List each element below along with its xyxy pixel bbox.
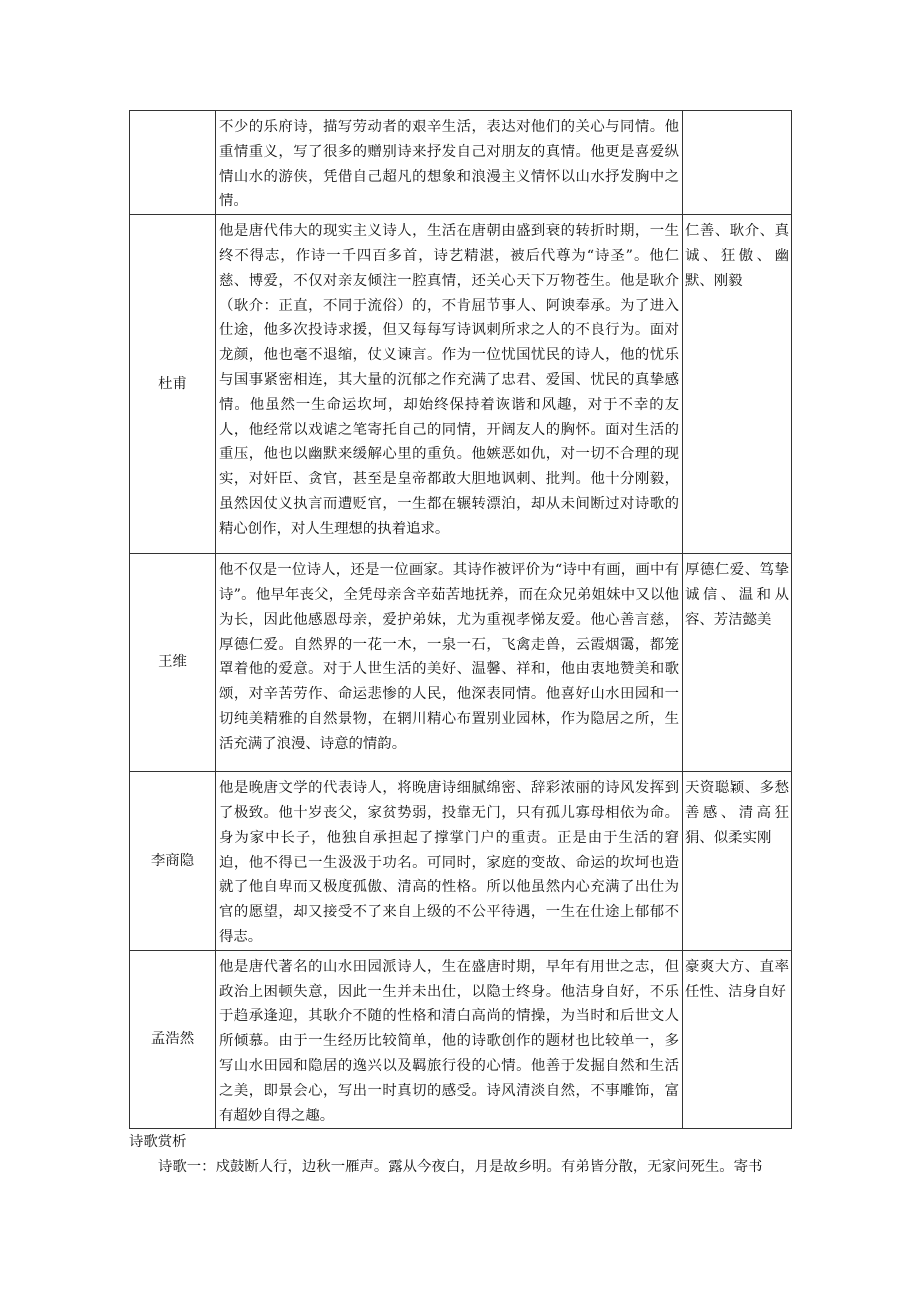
table-row [130,554,792,772]
poet-traits-cell: 豪爽大方、直率任性、洁身自好 [683,950,792,1129]
table-row [130,111,792,215]
table-row [130,772,792,951]
poet-table [129,110,792,1129]
table-row [130,215,792,554]
poet-traits-cell: 仁善、耿介、真诚、狂傲、幽默、刚毅 [683,215,792,554]
poet-description-cell: 他不仅是一位诗人，还是一位画家。其诗作被评价为“诗中有画，画中有诗”。他早年丧父，全凭母亲含辛茹苦地抚养，而在众兄弟姐妹中又以他为长，因此他感恩母亲，爱护弟妹，尤为重视孝悌友爱。他心善言慈，厚德仁爱。自然界的一花一木，一泉一石，飞禽走兽，云霞烟霭，都笼罩着他的爱意。对于人世生活的美好、温馨、祥和，他由衷地赞美和歌颂，对辛苦劳作、命运悲惨的人民，他深表同情。他喜好山水田园和一切纯美精雅的自然景物，在辋川精心布置别业园林，作为隐居之所，生活充满了浪漫、诗意的情韵。 [216,554,683,772]
poet-name-cell: 王维 [130,554,216,772]
poet-name-cell [130,111,216,215]
poet-name-cell: 杜甫 [130,215,216,554]
poet-traits-cell: 天资聪颖、多愁善感、清高狂狷、似柔实刚 [683,772,792,951]
poet-traits-cell: 厚德仁爱、笃挚诚信、温和从容、芳洁懿美 [683,554,792,772]
poet-traits-cell [683,111,792,215]
poet-name-cell: 孟浩然 [130,950,216,1129]
poet-name-cell: 李商隐 [130,772,216,951]
poet-description-cell: 不少的乐府诗，描写劳动者的艰辛生活，表达对他们的关心与同情。他重情重义，写了很多的赠别诗来抒发自己对朋友的真情。他更是喜爱纵情山水的游侠，凭借自己超凡的想象和浪漫主义情怀以山水抒发胸中之情。 [216,111,683,215]
poet-description-cell: 他是唐代伟大的现实主义诗人，生活在唐朝由盛到衰的转折时期，一生终不得志，作诗一千四百多首，诗艺精湛，被后代尊为“诗圣”。他仁慈、博爱，不仅对亲友倾注一腔真情，还关心天下万物苍生。他是耿介（耿介：正直，不同于流俗）的，不肯屈节事人、阿谀奉承。为了进入仕途，他多次投诗求援，但又每每写诗讽刺所求之人的不良行为。面对龙颜，他也毫不退缩，仗义谏言。作为一位忧国忧民的诗人，他的忧乐与国事紧密相连，其大量的沉郁之作充满了忠君、爱国、忧民的真挚感情。他虽然一生命运坎坷，却始终保持着诙谐和风趣，对于不幸的友人，他经常以戏谑之笔寄托自己的同情，开阔友人的胸怀。面对生活的重压，他也以幽默来缓解心里的重负。他嫉恶如仇，对一切不合理的现实，对奸臣、贪官，甚至是皇帝都敢大胆地讽刺、批判。他十分刚毅，虽然因仗义执言而遭贬官，一生都在辗转漂泊，却从未间断过对诗歌的精心创作，对人生理想的执着追求。 [216,215,683,554]
section-heading: 诗歌赏析 [129,1134,187,1150]
poet-description-cell: 他是晚唐文学的代表诗人，将晚唐诗细腻绵密、辞彩浓丽的诗风发挥到了极致。他十岁丧父，家贫势弱，投靠无门，只有孤儿寡母相依为命。身为家中长子，他独自承担起了撑掌门户的重责。正是由于生活的窘迫，他不得已一生汲汲于功名。可同时，家庭的变故、命运的坎坷也造就了他自卑而又极度孤傲、清高的性格。所以他虽然内心充满了出仕为官的愿望，却又接受不了来自上级的不公平待遇，一生在仕途上郁郁不得志。 [216,772,683,951]
poem-line: 诗歌一：戍鼓断人行，边秋一雁声。露从今夜白，月是故乡明。有弟皆分散，无家问死生。寄书 [158,1159,763,1175]
table-row [130,950,792,1129]
poet-description-cell: 他是唐代著名的山水田园派诗人，生在盛唐时期，早年有用世之志，但政治上困顿失意，因此一生并未出仕，以隐士终身。他洁身自好，不乐于趋承逢迎，其耿介不随的性格和清白高尚的情操，为当时和后世文人所倾慕。由于一生经历比较简单，他的诗歌创作的题材也比较单一，多写山水田园和隐居的逸兴以及羁旅行役的心情。他善于发掘自然和生活之美，即景会心，写出一时真切的感受。诗风清淡自然，不事雕饰，富有超妙自得之趣。 [216,950,683,1129]
